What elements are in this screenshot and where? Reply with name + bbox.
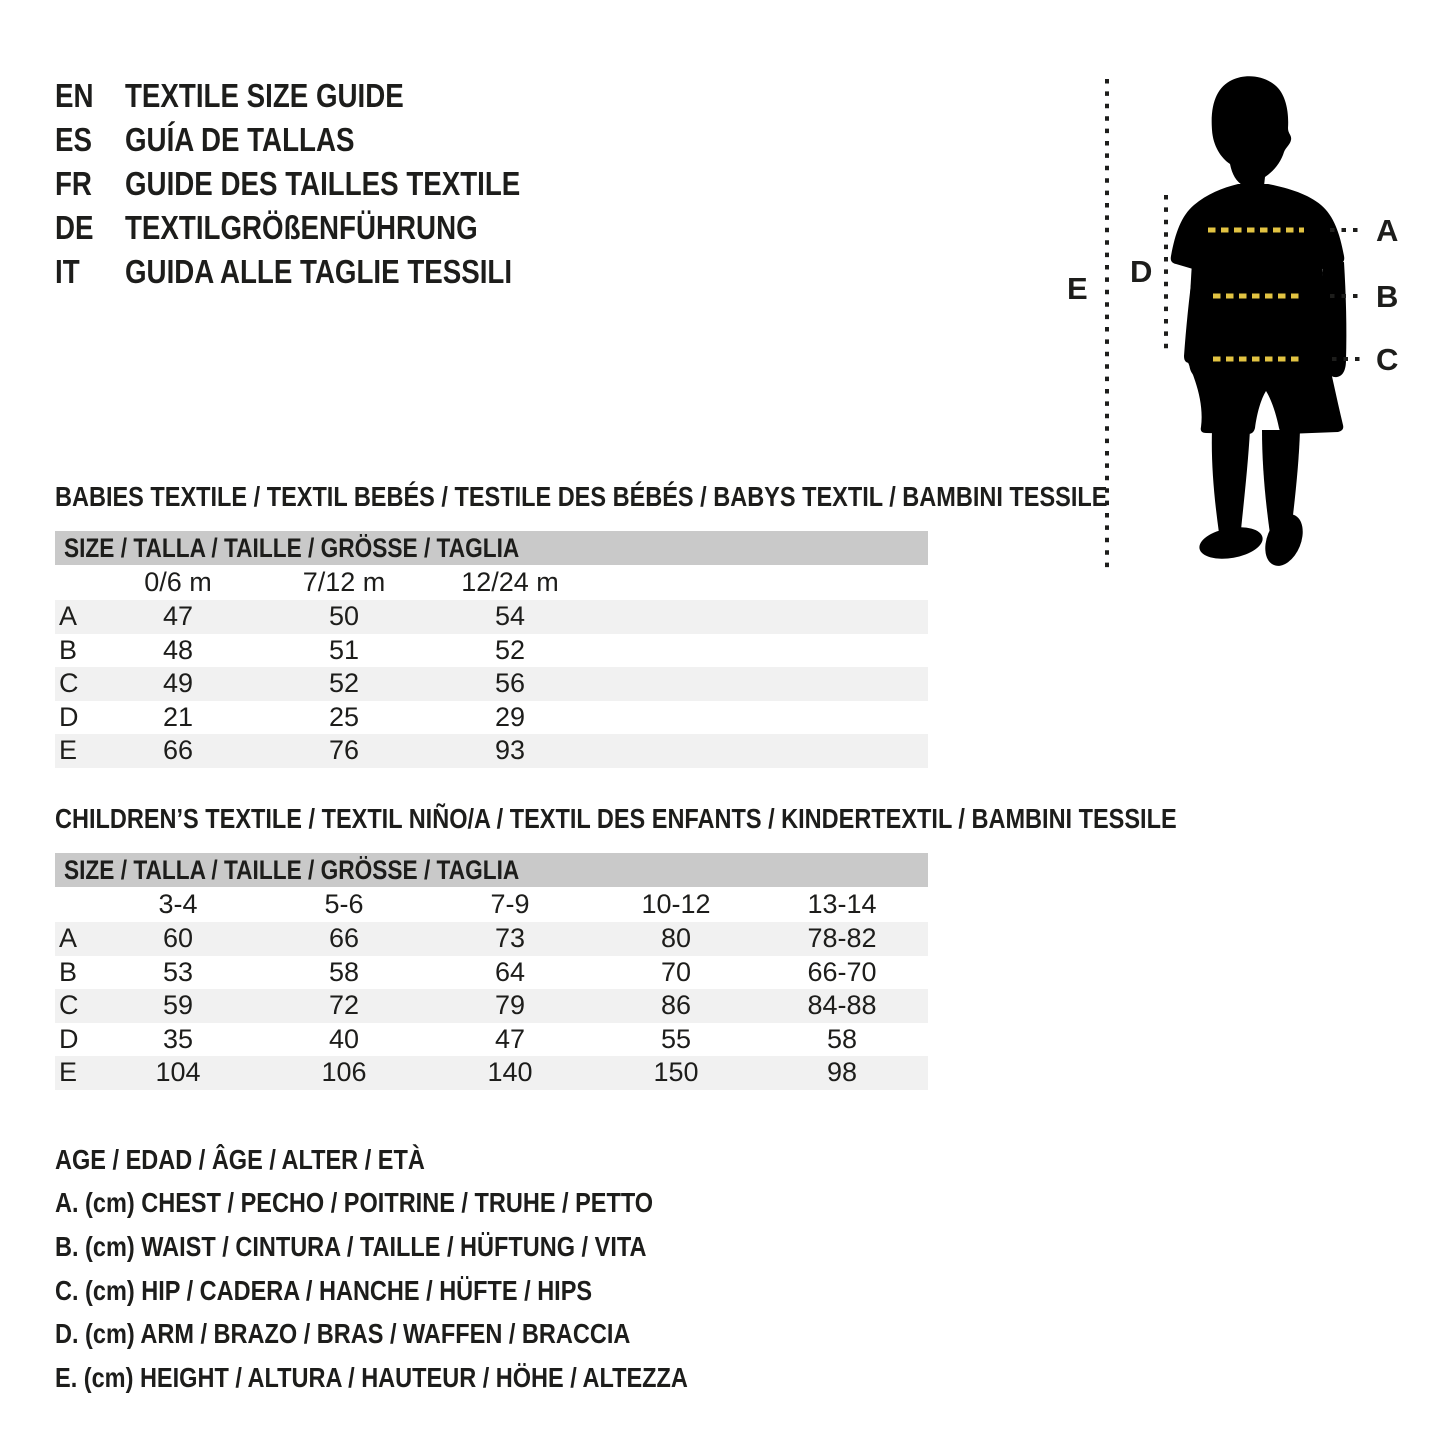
babies-table-header-bar: SIZE / TALLA / TAILLE / GRÖSSE / TAGLIA (55, 531, 928, 565)
table-row (55, 600, 928, 634)
table-cell: 25 (328, 701, 360, 732)
table-cell: 106 (321, 1057, 367, 1088)
table-cell: 73 (494, 923, 526, 954)
babies-column-headers (55, 565, 928, 600)
children-size-table (55, 853, 928, 1090)
children-table-header-bar: SIZE / TALLA / TAILLE / GRÖSSE / TAGLIA (55, 853, 928, 887)
table-cell: 64 (494, 956, 526, 987)
table-row (55, 1056, 928, 1090)
measurement-legend (55, 1138, 808, 1400)
row-label: A (59, 923, 78, 954)
legend-line-hip: C. (cm) HIP / CADERA / HANCHE / HÜFTE / HIPS (55, 1274, 593, 1306)
babies-size-table (55, 531, 928, 768)
row-label: E (59, 1057, 78, 1088)
table-cell: 59 (162, 990, 194, 1021)
table-row (55, 734, 928, 768)
table-cell: 35 (162, 1023, 194, 1054)
table-cell: 66-70 (807, 956, 877, 987)
table-cell: 52 (494, 634, 526, 665)
table-cell: 140 (487, 1057, 533, 1088)
guide-title-de: TEXTILGRÖßENFÜHRUNG (125, 209, 478, 246)
table-cell: 72 (328, 990, 360, 1021)
lang-row-fr (55, 162, 596, 206)
lang-code-de: DE (55, 209, 94, 246)
guide-title-es: GUÍA DE TALLAS (125, 121, 355, 158)
column-header: 13-14 (807, 889, 877, 919)
column-header: 0/6 m (144, 567, 212, 597)
table-cell: 98 (826, 1057, 858, 1088)
table-cell: 40 (328, 1023, 360, 1054)
figure-label-arm-d: D (1130, 254, 1153, 289)
table-cell: 50 (328, 601, 360, 632)
table-row (55, 922, 928, 956)
silhouette-shorts (1186, 358, 1343, 434)
column-header: 10-12 (641, 889, 711, 919)
table-cell: 70 (660, 956, 692, 987)
row-label: D (59, 1023, 79, 1054)
table-cell: 54 (494, 601, 526, 632)
guide-title-it: GUIDA ALLE TAGLIE TESSILI (125, 253, 513, 290)
silhouette-head (1212, 76, 1291, 186)
lang-code-en: EN (55, 77, 94, 114)
table-row (55, 956, 928, 990)
row-label: A (59, 601, 78, 632)
lang-code-es: ES (55, 121, 92, 158)
table-cell: 58 (328, 956, 360, 987)
table-row (55, 667, 928, 701)
lang-row-it (55, 250, 596, 294)
legend-line-chest: A. (cm) CHEST / PECHO / POITRINE / TRUHE / PETTO (55, 1187, 654, 1219)
figure-label-hip-c: C (1376, 342, 1399, 377)
figure-label-waist-b: B (1376, 279, 1399, 314)
table-cell: 29 (494, 701, 526, 732)
column-header: 7-9 (490, 889, 530, 919)
table-cell: 55 (660, 1023, 692, 1054)
table-cell: 66 (162, 735, 194, 766)
lang-code-it: IT (55, 253, 80, 290)
figure-label-chest-a: A (1376, 213, 1399, 248)
table-cell: 104 (155, 1057, 201, 1088)
lang-row-de (55, 206, 596, 250)
row-label: B (59, 956, 78, 987)
table-row (55, 989, 928, 1023)
legend-line-waist: B. (cm) WAIST / CINTURA / TAILLE / HÜFTUNG / VITA (55, 1230, 647, 1262)
table-cell: 51 (328, 634, 360, 665)
column-header: 12/24 m (461, 567, 559, 597)
legend-line-height: E. (cm) HEIGHT / ALTURA / HAUTEUR / HÖHE / ALTEZZA (55, 1361, 688, 1393)
table-cell: 52 (328, 668, 360, 699)
table-cell: 21 (162, 701, 194, 732)
children-column-headers (55, 887, 928, 922)
table-row (55, 701, 928, 735)
column-header: 3-4 (158, 889, 198, 919)
table-cell: 66 (328, 923, 360, 954)
children-section-title: CHILDREN’S TEXTILE / TEXTIL NIÑO/A / TEXTIL DES ENFANTS / KINDERTEXTIL / BAMBINI TESSILE (55, 803, 1177, 834)
table-row (55, 634, 928, 668)
lang-code-fr: FR (55, 165, 92, 202)
table-cell: 79 (494, 990, 526, 1021)
babies-section-title: BABIES TEXTILE / TEXTIL BEBÉS / TESTILE DES BÉBÉS / BABYS TEXTIL / BAMBINI TESSILE (55, 481, 1108, 512)
table-cell: 53 (162, 956, 194, 987)
guide-title-en: TEXTILE SIZE GUIDE (125, 77, 404, 114)
legend-line-age: AGE / EDAD / ÂGE / ALTER / ETÀ (55, 1143, 425, 1175)
row-label: B (59, 634, 78, 665)
table-cell: 60 (162, 923, 194, 954)
table-cell: 76 (328, 735, 360, 766)
table-cell: 86 (660, 990, 692, 1021)
column-header: 5-6 (324, 889, 364, 919)
figure-label-height-e: E (1067, 271, 1088, 306)
silhouette-right-shoe (1258, 509, 1310, 572)
table-cell: 47 (494, 1023, 526, 1054)
table-cell: 47 (162, 601, 194, 632)
row-label: D (59, 701, 79, 732)
table-cell: 78-82 (807, 923, 877, 954)
table-cell: 93 (494, 735, 526, 766)
row-label: E (59, 735, 78, 766)
silhouette-left-shoe (1197, 523, 1265, 564)
table-cell: 150 (653, 1057, 699, 1088)
measurement-figure (1040, 40, 1445, 600)
lang-row-en (55, 74, 596, 118)
table-cell: 58 (826, 1023, 858, 1054)
table-cell: 56 (494, 668, 526, 699)
row-label: C (59, 990, 79, 1021)
column-header: 7/12 m (302, 567, 386, 597)
legend-line-arm: D. (cm) ARM / BRAZO / BRAS / WAFFEN / BRACCIA (55, 1318, 631, 1350)
language-title-block (55, 74, 596, 294)
lang-row-es (55, 118, 596, 162)
table-cell: 84-88 (807, 990, 877, 1021)
table-cell: 49 (162, 668, 194, 699)
table-cell: 80 (660, 923, 692, 954)
guide-title-fr: GUIDE DES TAILLES TEXTILE (125, 165, 521, 202)
table-cell: 48 (162, 634, 194, 665)
table-row (55, 1023, 928, 1057)
row-label: C (59, 668, 79, 699)
